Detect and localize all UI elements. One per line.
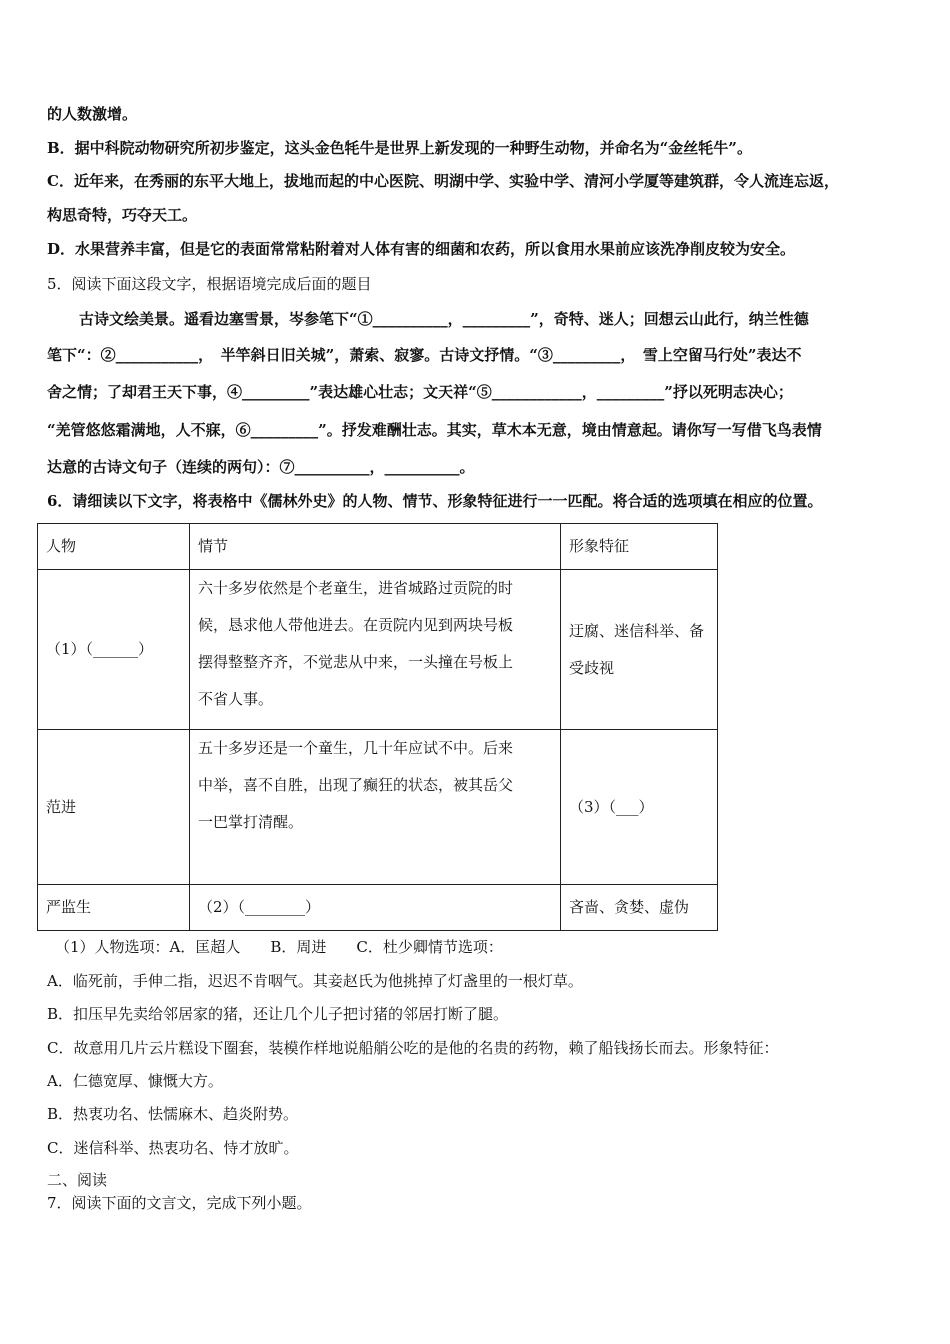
plot-cell [190, 730, 561, 885]
plot-option-a: A．临死前，手伸二指，迟迟不肯咽气。其妾赵氏为他挑掉了灯盏里的一根灯草。 [47, 972, 583, 990]
trait-line: 受歧视 [569, 658, 615, 677]
trait-cell[interactable]: （3）（___） [561, 730, 718, 885]
question-5-paragraph-line2: 笔下“：②___________， 半竿斜日旧关城”，萧索、寂寥。古诗文抒情。“③_________， 雪上空留马行处”表达不 [47, 346, 802, 364]
table-row [38, 885, 718, 931]
rulin-waishi-table [37, 523, 718, 931]
header-plot: 情节 [190, 524, 561, 570]
trait-option-c: C．迷信科举、热衷功名、恃才放旷。 [47, 1139, 299, 1157]
plot-line: 五十多岁还是一个童生，几十年应试不中。后来 [198, 739, 514, 757]
trait-line: 迂腐、迷信科举、备 [569, 621, 705, 640]
plot-line: 六十多岁依然是个老童生，进省城路过贡院的时 [198, 579, 514, 597]
plot-line: 候，恳求他人带他进去。在贡院内见到两块号板 [198, 616, 514, 634]
options-person: （1）人物选项：A．匡超人 B．周进 C．杜少卿情节选项： [55, 938, 503, 956]
trait-option-a: A．仁德宽厚、慷慨大方。 [47, 1072, 223, 1090]
question-5-paragraph-line3: 舍之情；了却君王天下事，④_________”表达雄心壮志；文天祥“⑤____________，_________”抒以死明志决心； [47, 383, 793, 401]
trait-option-b: B．热衷功名、怯懦麻木、趋炎附势。 [47, 1105, 299, 1123]
section-title: 二、阅读 [47, 1171, 108, 1189]
question-5-paragraph-line4: “羌管悠悠霜满地，人不寐，⑥_________”。抒发难酬壮志。其实，草木本无意，境由情意起。请你写一写借飞鸟表情 [47, 421, 822, 439]
table-row [38, 730, 718, 885]
plot-option-c: C．故意用几片云片糕设下圈套，装模作样地说船艄公吃的是他的名贵的药物，赖了船钱扬长而去。形象特征： [47, 1039, 779, 1057]
trait-cell: 吝啬、贪婪、虚伪 [561, 885, 718, 931]
question-7-title: 7．阅读下面的文言文，完成下列小题。 [47, 1194, 312, 1212]
option-c-line1: C．近年来，在秀丽的东平大地上，拔地而起的中心医院、明湖中学、实验中学、清河小学厦等建筑群，令人流连忘返， [47, 172, 839, 190]
table-header-row [38, 524, 718, 570]
plot-option-b: B．扣压早先卖给邻居家的猪，还让几个儿子把讨猪的邻居打断了腿。 [47, 1005, 509, 1023]
option-d: D．水果营养丰富，但是它的表面常常粘附着对人体有害的细菌和农药，所以食用水果前应该洗净削皮较为安全。 [47, 240, 796, 258]
table-row [38, 570, 718, 730]
question-6-title: 6．请细读以下文字，将表格中《儒林外史》的人物、情节、形象特征进行一一匹配。将合适的选项填在相应的位置。 [47, 492, 823, 510]
person-cell: 范进 [38, 730, 190, 885]
option-c-line2: 构思奇特，巧夺天工。 [47, 206, 198, 224]
plot-line: 不省人事。 [198, 690, 274, 708]
plot-line: 中举，喜不自胜，出现了癫狂的状态，被其岳父 [198, 776, 514, 794]
person-cell: 严监生 [38, 885, 190, 931]
trait-cell [561, 570, 718, 730]
plot-cell [190, 570, 561, 730]
plot-line: 一巴掌打清醒。 [198, 813, 304, 831]
option-a-tail: 的人数激增。 [47, 105, 138, 123]
question-5-title: 5．阅读下面这段文字，根据语境完成后面的题目 [47, 275, 372, 293]
person-cell[interactable]: （1）（______） [38, 570, 190, 730]
question-5-paragraph-line1: 古诗文绘美景。遥看边塞雪景，岑参笔下“①__________，_________”，奇特、迷人；回想云山此行，纳兰性德 [79, 310, 809, 328]
question-5-paragraph-line5: 达意的古诗文句子（连续的两句）：⑦__________，__________。 [47, 458, 475, 476]
plot-line: 摆得整整齐齐，不觉悲从中来，一头撞在号板上 [198, 653, 514, 671]
option-b: B．据中科院动物研究所初步鉴定，这头金色牦牛是世界上新发现的一种野生动物，并命名为“金丝牦牛”。 [47, 139, 752, 157]
plot-cell[interactable]: （2）（________） [190, 885, 561, 931]
header-trait: 形象特征 [561, 524, 718, 570]
header-person: 人物 [38, 524, 190, 570]
